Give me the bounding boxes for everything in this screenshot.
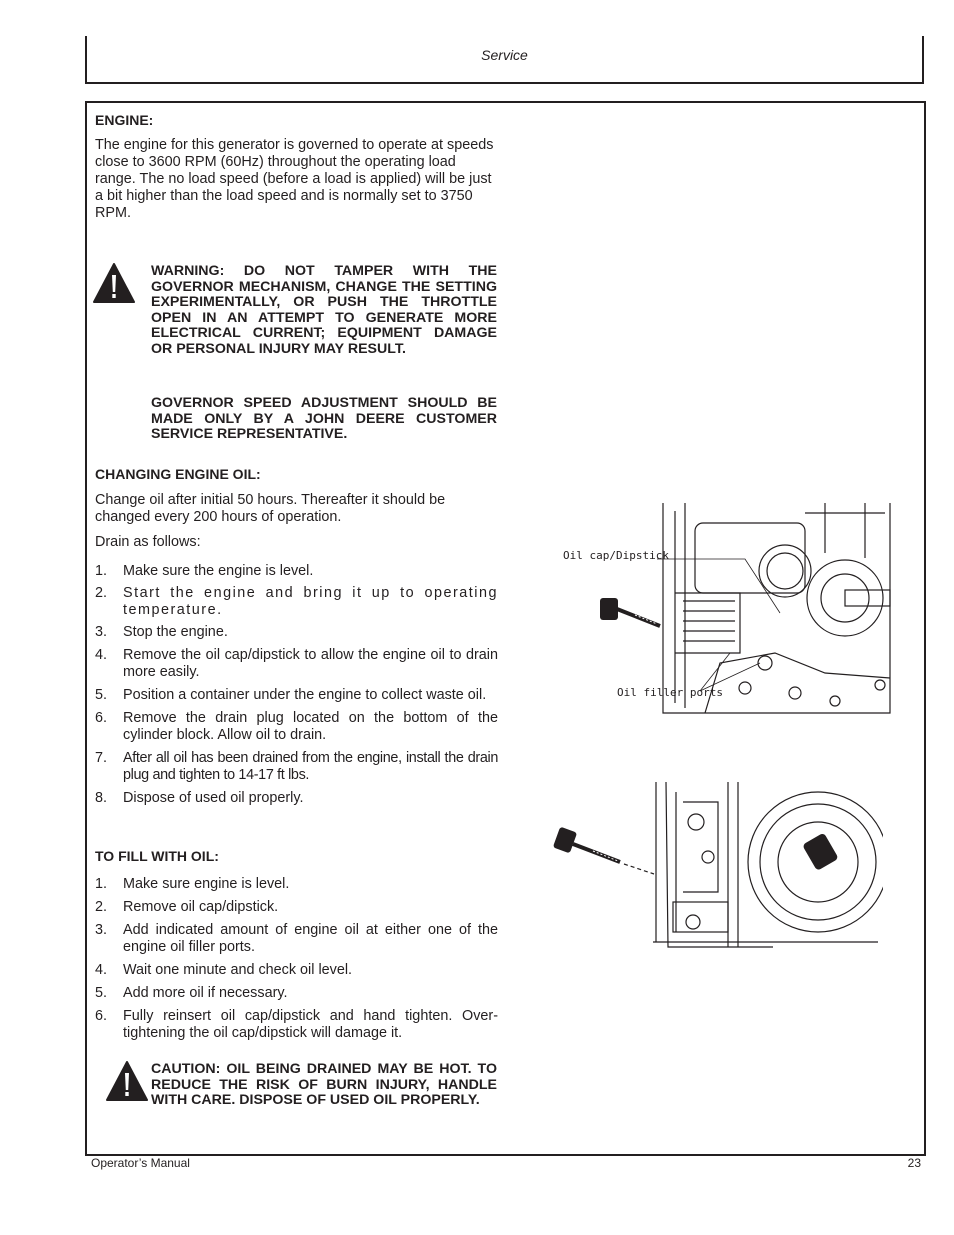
list-item: 8. Dispose of used oil properly.	[95, 790, 304, 806]
drain-steps-list	[95, 563, 498, 807]
warning-text: WARNING: DO NOT TAMPER WITH THE GOVERNOR MECHANISM, CHANGE THE SETTING EXPERIMENTALLY, OR PUSH THE THROTTLE OPEN IN AN ATTEMPT TO GENERATE MORE ELECTRICAL CURRENT; EQUIPMENT DAMAGE OR PERSONAL INJURY MAY RESULT.	[151, 263, 497, 357]
list-item: 3. Stop the engine.	[95, 624, 228, 640]
fill-oil-heading: TO FILL WITH OIL:	[95, 848, 219, 864]
list-item: 5. Position a container under the engine to collect waste oil.	[95, 687, 487, 703]
fill-oil-section	[95, 848, 498, 1042]
caution-text: CAUTION: OIL BEING DRAINED MAY BE HOT. TO REDUCE THE RISK OF BURN INJURY, HANDLE WITH CARE. DISPOSE OF USED OIL PROPERLY.	[151, 1061, 497, 1108]
fill-steps-list	[95, 876, 498, 1042]
drain-intro: Drain as follows:	[95, 534, 201, 550]
list-item: 5. Add more oil if necessary.	[95, 985, 288, 1001]
header-box	[85, 36, 924, 84]
list-item: 6. Remove the drain plug located on the bottom of the cylinder block. Allow oil to drain.	[95, 710, 498, 743]
list-item: 4. Wait one minute and check oil level.	[95, 962, 353, 978]
list-item: 1. Make sure engine is level.	[95, 876, 290, 892]
dipstick-icon	[600, 598, 660, 626]
list-item: 1. Make sure the engine is level.	[95, 563, 314, 579]
list-item: 2. Remove oil cap/dipstick.	[95, 899, 279, 915]
dipstick-icon	[553, 827, 654, 874]
caution-triangle-icon	[106, 1060, 148, 1102]
list-item: 3. Add indicated amount of engine oil at either one of the engine oil filler ports.	[95, 922, 498, 955]
governor-notice: GOVERNOR SPEED ADJUSTMENT SHOULD BE MADE ONLY BY A JOHN DEERE CUSTOMER SERVICE REPRESENTATIVE.	[151, 395, 497, 442]
engine-oil-cap-figure	[545, 503, 895, 718]
list-item: 2. Start the engine and bring it up to operating temperature.	[95, 585, 498, 618]
engine-body: The engine for this generator is governed to operate at speeds close to 3600 RPM (60Hz) throughout the operating load range. The no load speed (before a load is applied) will be just a bit higher than the load speed and is normally set to 3750 RPM.	[95, 137, 494, 221]
list-item: 7. After all oil has been drained from the engine, install the drain plug and tighten to 14-17 ft lbs.	[95, 750, 498, 783]
changing-oil-intro: Change oil after initial 50 hours. Thereafter it should be changed every 200 hours of operation.	[95, 492, 446, 525]
engine-side-figure	[548, 782, 883, 952]
changing-oil-section	[95, 466, 498, 807]
dipstick-label: Oil cap/Dipstick	[563, 549, 669, 562]
footer-manual-title: Operator’s Manual	[91, 1156, 190, 1170]
page-number: 23	[907, 1156, 921, 1170]
warning-triangle-icon	[93, 262, 135, 304]
engine-section	[95, 112, 498, 222]
list-item: 6. Fully reinsert oil cap/dipstick and hand tighten. Over-tightening the oil cap/dipstick will damage it.	[95, 1008, 498, 1041]
changing-oil-heading: CHANGING ENGINE OIL:	[95, 466, 261, 482]
engine-heading: ENGINE:	[95, 112, 154, 128]
section-title: Service	[481, 47, 528, 63]
list-item: 4. Remove the oil cap/dipstick to allow the engine oil to drain more easily.	[95, 647, 498, 680]
filler-ports-label: Oil filler ports	[617, 686, 723, 699]
